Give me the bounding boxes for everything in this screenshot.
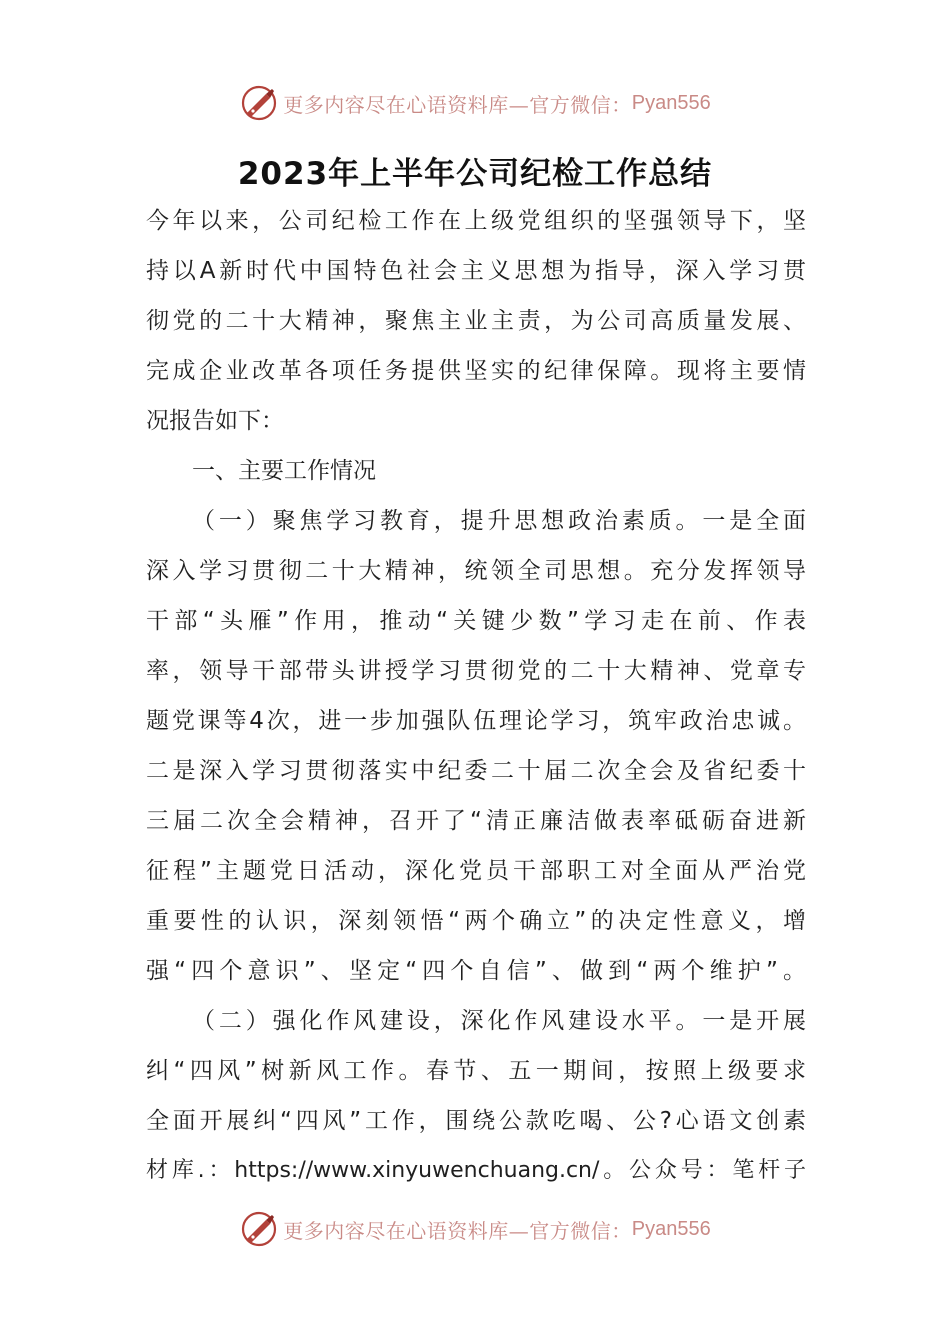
document-title: 2023年上半年公司纪检工作总结	[237, 156, 713, 192]
watermark-wechat-id: Pyan556	[631, 91, 711, 114]
footer-watermark-banner	[0, 1206, 950, 1252]
body-line: 持以A新时代中国特色社会主义思想为指导，深入学习贯	[146, 258, 806, 284]
body-line: 干部“头雁”作用，推动“关键少数”学习走在前、作表	[146, 608, 806, 634]
subsection-heading-line: （一）聚焦学习教育，提升思想政治素质。一是全面	[192, 508, 806, 534]
body-line: 完成企业改革各项任务提供坚实的纪律保障。现将主要情	[146, 358, 806, 384]
header-watermark-banner	[0, 80, 950, 126]
watermark-text: 更多内容尽在心语资料库—官方微信：	[283, 92, 632, 117]
section-heading: 一、主要工作情况	[192, 458, 376, 484]
watermark-wechat-id: Pyan556	[631, 1217, 711, 1240]
watermark-text: 更多内容尽在心语资料库—官方微信：	[283, 1218, 632, 1243]
body-line: 今年以来，公司纪检工作在上级党组织的坚强领导下，坚	[146, 208, 806, 234]
body-line: 二是深入学习贯彻落实中纪委二十届二次全会及省纪委十	[146, 758, 806, 784]
body-line: 三届二次全会精神，召开了“清正廉洁做表率砥砺奋进新	[146, 808, 806, 834]
body-line: 纠“四风”树新风工作。春节、五一期间，按照上级要求	[146, 1058, 806, 1084]
body-line: 重要性的认识，深刻领悟“两个确立”的决定性意义，增	[146, 908, 806, 934]
body-line: 强“四个意识”、坚定“四个自信”、做到“两个维护”。	[146, 958, 806, 984]
subsection-heading-line: （二）强化作风建设，深化作风建设水平。一是开展	[192, 1008, 806, 1034]
body-line: 彻党的二十大精神，聚焦主业主责，为公司高质量发展、	[146, 308, 806, 334]
body-line-with-url: 材库.：https://www.xinyuwenchuang.cn/。公众号：笔杆子	[146, 1158, 806, 1183]
body-line: 况报告如下：	[146, 408, 284, 434]
pen-nib-logo-icon	[239, 1209, 279, 1249]
body-line: 题党课等4次，进一步加强队伍理论学习，筑牢政治忠诚。	[146, 708, 806, 734]
body-line: 深入学习贯彻二十大精神，统领全司思想。充分发挥领导	[146, 558, 806, 584]
body-line: 全面开展纠“四风”工作，围绕公款吃喝、公?心语文创素	[146, 1108, 806, 1134]
body-line: 征程”主题党日活动，深化党员干部职工对全面从严治党	[146, 858, 806, 884]
document-body	[146, 196, 806, 1196]
pen-nib-logo-icon	[239, 83, 279, 123]
body-line: 率，领导干部带头讲授学习贯彻党的二十大精神、党章专	[146, 658, 806, 684]
